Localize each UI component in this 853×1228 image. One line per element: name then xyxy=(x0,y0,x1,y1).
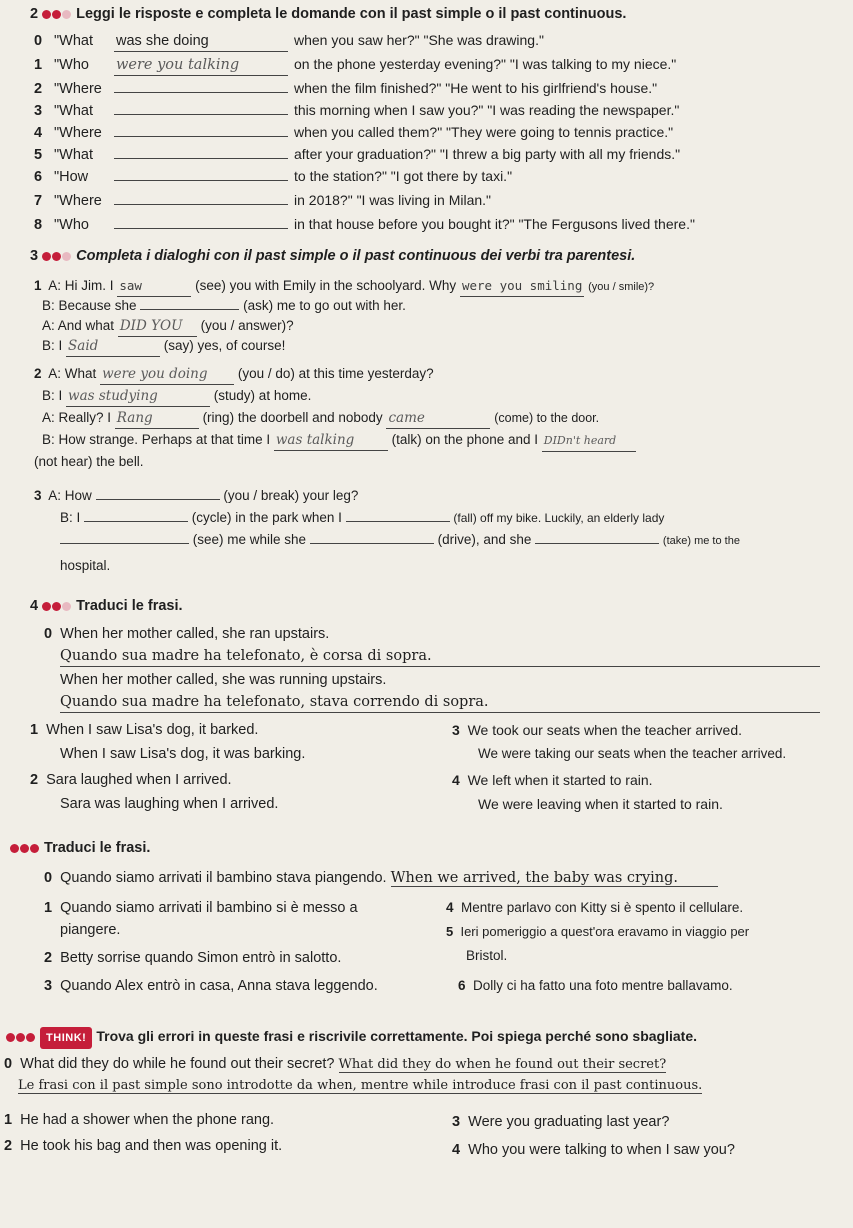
question-word: "Where xyxy=(54,81,102,97)
question-number: 1 xyxy=(34,57,43,73)
difficulty-dot-icon xyxy=(42,252,51,261)
ex4-header xyxy=(30,596,847,616)
question-word: "How xyxy=(54,169,89,185)
ex4-example-t2: Quando sua madre ha telefonato, stava correndo di sopra. xyxy=(60,692,847,713)
ex5-item-5-cont: Bristol. xyxy=(466,948,508,963)
answer-field[interactable]: saw xyxy=(117,276,191,297)
ex4-item-4a: 4 We left when it started to rain. xyxy=(452,772,653,788)
ex4-item-4b: We were leaving when it started to rain. xyxy=(478,796,723,812)
d3-line-b3: hospital. xyxy=(60,558,111,573)
question-number: 7 xyxy=(34,193,43,209)
question-rest: in that house before you bought it?" "The Fergusons lived there." xyxy=(294,216,695,232)
difficulty-dot-icon xyxy=(30,844,39,853)
ex2-question-row xyxy=(34,100,847,121)
ex2-question-row xyxy=(34,214,847,235)
question-word: "What xyxy=(54,33,93,49)
d3-line-a1: 3 A: How (you / break) your leg? xyxy=(34,488,359,503)
question-rest: on the phone yesterday evening?" "I was talking to my niece." xyxy=(294,56,677,72)
ex5-item-5: 5 Ieri pomeriggio a quest'ora eravamo in viaggio per xyxy=(446,924,750,939)
d2-line-a2: A: Really? I Rang (ring) the doorbell and nobody came (come) to the door. xyxy=(42,408,847,429)
ex4-item-1b: When I saw Lisa's dog, it was barking. xyxy=(60,746,306,762)
answer-field[interactable]: DID YOU xyxy=(118,316,197,337)
ex6-item-4: 4 Who you were talking to when I saw you? xyxy=(452,1142,735,1158)
question-word: "Who xyxy=(54,57,89,73)
question-rest: when you called them?" "They were going to tennis practice." xyxy=(294,124,674,140)
question-rest: when you saw her?" "She was drawing." xyxy=(294,32,544,48)
question-number: 3 xyxy=(34,103,43,119)
question-word: "What xyxy=(54,147,93,163)
ex2-title: Leggi le risposte e completa le domande con il past simple o il past continuous. xyxy=(76,6,627,22)
question-number: 4 xyxy=(34,125,43,141)
ex6-example: 0 What did they do while he found out their secret? What did they do when he found out their secret? xyxy=(4,1056,667,1072)
question-word: "Where xyxy=(54,193,102,209)
ex5-item-1-cont: piangere. xyxy=(60,922,121,938)
answer-field[interactable]: DIDn't heard xyxy=(542,431,636,452)
d2-line-a1: 2 A: What were you doing (you / do) at this time yesterday? xyxy=(34,364,847,385)
question-word: "What xyxy=(54,103,93,119)
answer-field[interactable] xyxy=(346,521,450,522)
d2-line-b3: (not hear) the bell. xyxy=(34,454,144,469)
ex5-item-4: 4 Mentre parlavo con Kitty si è spento il cellulare. xyxy=(446,900,744,915)
ex4-item-1a: 1 When I saw Lisa's dog, it barked. xyxy=(30,722,259,738)
answer-field[interactable] xyxy=(114,228,288,229)
d3-line-b2: (see) me while she (drive), and she (take) me to the xyxy=(60,530,847,551)
question-rest: to the station?" "I got there by taxi." xyxy=(294,168,513,184)
ex6-header xyxy=(6,1026,847,1049)
answer-field[interactable]: were you doing xyxy=(100,364,234,385)
difficulty-dot-icon xyxy=(62,10,71,19)
difficulty-dot-icon xyxy=(62,252,71,261)
difficulty-dot-icon xyxy=(52,252,61,261)
ex2-question-row xyxy=(34,166,847,187)
ex3-header xyxy=(30,246,847,266)
ex4-example-s2: When her mother called, she was running upstairs. xyxy=(60,672,387,688)
answer-field[interactable]: were you talking xyxy=(114,55,288,76)
question-rest: when the film finished?" "He went to his girlfriend's house." xyxy=(294,80,658,96)
answer-field[interactable]: was talking xyxy=(274,430,388,451)
question-number: 2 xyxy=(34,81,43,97)
answer-field[interactable]: Rang xyxy=(115,408,199,429)
ex4-title: Traduci le frasi. xyxy=(76,598,183,614)
ex4-item-3a: 3 We took our seats when the teacher arrived. xyxy=(452,722,743,738)
ex4-item-2b: Sara was laughing when I arrived. xyxy=(60,796,279,812)
answer-field[interactable] xyxy=(310,543,434,544)
d1-line-b2: B: I Said (say) yes, of course! xyxy=(42,336,847,357)
difficulty-dot-icon xyxy=(10,844,19,853)
answer-field[interactable] xyxy=(535,543,659,544)
answer-field[interactable] xyxy=(96,499,220,500)
difficulty-dot-icon xyxy=(52,602,61,611)
difficulty-dot-icon xyxy=(42,602,51,611)
ex2-question-row xyxy=(34,190,847,211)
ex5-item-2: 2 Betty sorrise quando Simon entrò in salotto. xyxy=(44,950,342,966)
question-word: "Who xyxy=(54,217,89,233)
question-rest: this morning when I saw you?" "I was reading the newspaper." xyxy=(294,102,680,118)
ex2-question-row xyxy=(34,122,847,143)
question-number: 6 xyxy=(34,169,43,185)
ex2-header xyxy=(30,4,847,24)
ex4-item-2a: 2 Sara laughed when I arrived. xyxy=(30,772,232,788)
ex5-item-1: 1 Quando siamo arrivati il bambino si è messo a xyxy=(44,900,358,916)
answer-field[interactable]: was she doing xyxy=(114,31,288,52)
ex2-number: 2 xyxy=(30,6,39,22)
ex2-question-row xyxy=(34,78,847,99)
d1-line-a1: 1 A: Hi Jim. I saw (see) you with Emily in the schoolyard. Why were you smiling (you / smile)? xyxy=(34,276,847,297)
ex6-item-1: 1 He had a shower when the phone rang. xyxy=(4,1112,275,1128)
ex2-question-row xyxy=(34,54,847,76)
d1-line-a2: A: And what DID YOU (you / answer)? xyxy=(42,316,847,337)
question-word: "Where xyxy=(54,125,102,141)
question-rest: in 2018?" "I was living in Milan." xyxy=(294,192,492,208)
difficulty-dot-icon xyxy=(20,844,29,853)
ex4-item-3b: We were taking our seats when the teacher arrived. xyxy=(478,746,787,761)
d3-line-b1: B: I (cycle) in the park when I (fall) off my bike. Luckily, an elderly lady xyxy=(60,510,665,525)
ex4-example-t1: Quando sua madre ha telefonato, è corsa di sopra. xyxy=(60,646,847,667)
ex6-title: Trova gli errori in queste frasi e riscrivile correttamente. Poi spiega perché sono sbagliate. xyxy=(96,1028,698,1044)
ex6-item-3: 3 Were you graduating last year? xyxy=(452,1114,670,1130)
difficulty-dot-icon xyxy=(16,1033,25,1042)
answer-field[interactable] xyxy=(84,521,188,522)
answer-field[interactable] xyxy=(114,180,288,181)
ex2-question-row xyxy=(34,144,847,165)
answer-field[interactable] xyxy=(114,158,288,159)
difficulty-dot-icon xyxy=(42,10,51,19)
answer-field[interactable]: were you smiling xyxy=(460,276,584,297)
ex4-example-s1: 0 When her mother called, she ran upstairs. xyxy=(44,626,330,642)
question-rest: after your graduation?" "I threw a big party with all my friends." xyxy=(294,146,681,162)
difficulty-dot-icon xyxy=(62,602,71,611)
ex3-title: Completa i dialoghi con il past simple o il past continuous dei verbi tra parentesi. xyxy=(76,248,636,264)
ex5-example: 0 Quando siamo arrivati il bambino stava piangendo. When we arrived, the baby was crying. xyxy=(44,868,847,888)
ex3-number: 3 xyxy=(30,248,39,264)
question-number: 5 xyxy=(34,147,43,163)
d1-line-b1: B: Because she (ask) me to go out with her. xyxy=(42,298,406,313)
answer-field[interactable]: came xyxy=(386,408,490,429)
question-number: 8 xyxy=(34,217,43,233)
ex5-header xyxy=(10,838,847,858)
ex5-title: Traduci le frasi. xyxy=(44,840,151,856)
ex4-number: 4 xyxy=(30,598,39,614)
d2-line-b1: B: I was studying (study) at home. xyxy=(42,386,847,407)
answer-field[interactable] xyxy=(140,309,239,310)
ex6-example-explanation: Le frasi con il past simple sono introdotte da when, mentre while introduce frasi con il past continuous. xyxy=(18,1078,703,1093)
answer-field[interactable] xyxy=(114,92,288,93)
answer-field[interactable] xyxy=(114,204,288,205)
ex2-question-row xyxy=(34,30,847,52)
answer-field[interactable]: was studying xyxy=(66,386,210,407)
think-badge: THINK! xyxy=(40,1027,92,1049)
difficulty-dot-icon xyxy=(26,1033,35,1042)
answer-field[interactable] xyxy=(60,543,189,544)
answer-field[interactable]: Said xyxy=(66,336,160,357)
d2-line-b2: B: How strange. Perhaps at that time I was talking (talk) on the phone and I DIDn't heard xyxy=(42,430,847,452)
ex5-item-6: 6 Dolly ci ha fatto una foto mentre ballavamo. xyxy=(458,978,733,993)
answer-field[interactable] xyxy=(114,114,288,115)
difficulty-dot-icon xyxy=(6,1033,15,1042)
difficulty-dot-icon xyxy=(52,10,61,19)
ex6-item-2: 2 He took his bag and then was opening it. xyxy=(4,1138,283,1154)
answer-field[interactable] xyxy=(114,136,288,137)
question-number: 0 xyxy=(34,33,43,49)
ex5-item-3: 3 Quando Alex entrò in casa, Anna stava leggendo. xyxy=(44,978,378,994)
